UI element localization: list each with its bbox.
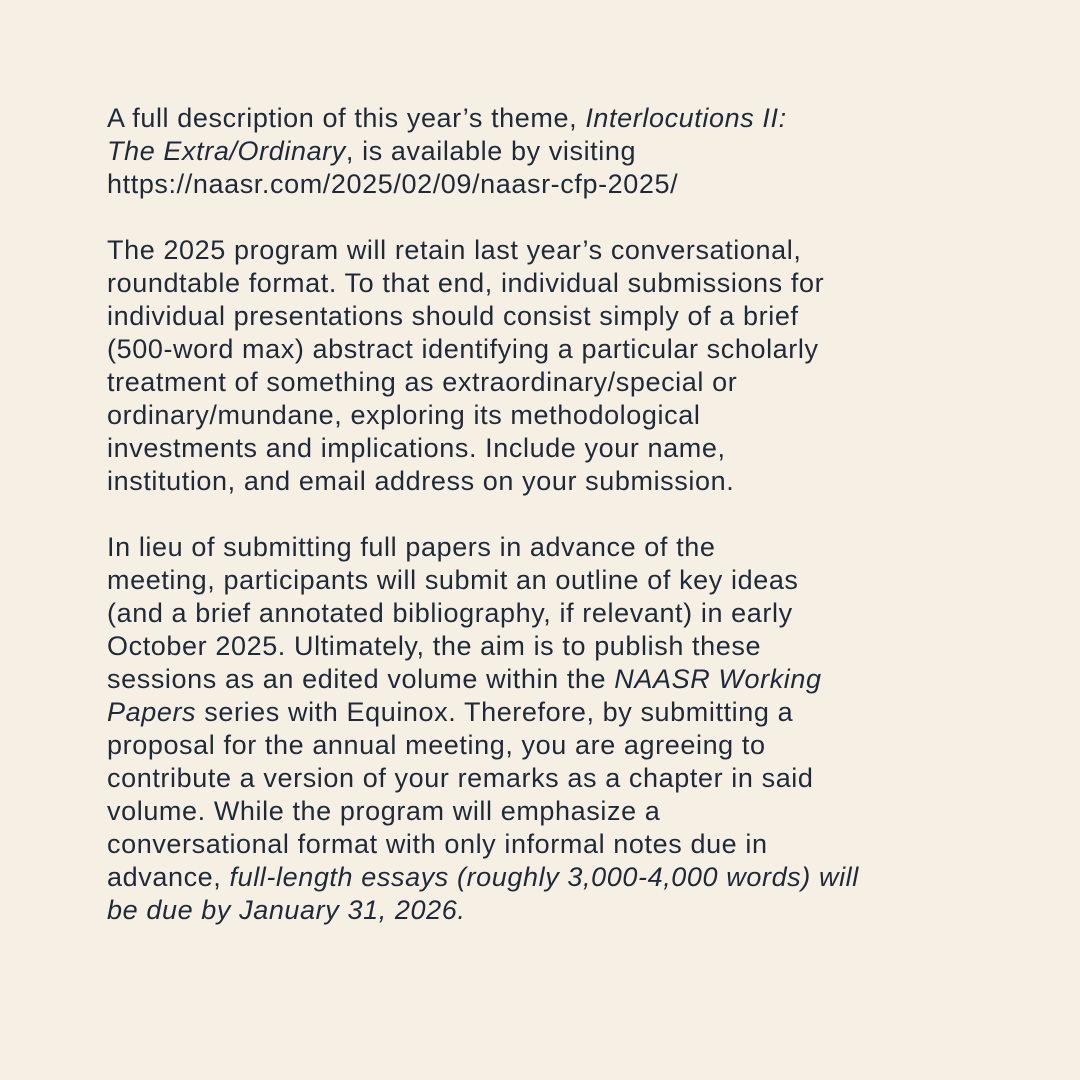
text-run-italic: The Extra/Ordinary [107,136,346,166]
text-line [107,102,1007,135]
text-run: roundtable format. To that end, individual submissions for [107,268,825,298]
text-line [107,366,1007,399]
text-run: volume. While the program will emphasize a [107,796,661,826]
paragraph [107,234,1007,498]
text-run: ordinary/mundane, exploring its methodological [107,400,701,430]
text-line [107,234,1007,267]
text-line [107,135,1007,168]
text-block [107,102,1007,927]
text-run: , is available by visiting [345,136,637,166]
text-run: October 2025. Ultimately, the aim is to publish these [107,631,762,661]
text-run: contribute a version of your remarks as a chapter in said [107,763,814,793]
text-line [107,795,1007,828]
text-line [107,894,1007,927]
text-run-italic: full-length essays (roughly 3,000-4,000 words) will [229,862,859,892]
text-run: investments and implications. Include your name, [107,433,726,463]
text-run: meeting, participants will submit an outline of key ideas [107,565,799,595]
text-run-italic: Papers [107,697,197,727]
text-run: proposal for the annual meeting, you are agreeing to [107,730,766,760]
text-line [107,300,1007,333]
text-line [107,729,1007,762]
paragraph [107,102,1007,201]
text-line [107,531,1007,564]
text-run: sessions as an edited volume within the [107,664,615,694]
text-line [107,564,1007,597]
text-run: A full description of this year’s theme, [107,103,586,133]
text-run: conversational format with only informal notes due in [107,829,768,859]
paragraph [107,531,1007,927]
text-run: (500-word max) abstract identifying a particular scholarly [107,334,819,364]
text-run-italic: be due by January 31, 2026. [107,895,466,925]
text-run: treatment of something as extraordinary/special or [107,367,738,397]
text-run: The 2025 program will retain last year’s conversational, [107,235,802,265]
text-line [107,861,1007,894]
text-line [107,762,1007,795]
text-run: (and a brief annotated bibliography, if relevant) in early [107,598,793,628]
url-text: https://naasr.com/2025/02/09/naasr-cfp-2025/ [107,169,679,199]
text-line [107,828,1007,861]
text-line [107,597,1007,630]
text-run: series with Equinox. Therefore, by submitting a [196,697,794,727]
text-run-italic: NAASR Working [614,664,822,694]
text-line [107,333,1007,366]
text-line [107,630,1007,663]
text-line [107,267,1007,300]
text-run-italic: Interlocutions II: [585,103,787,133]
text-run: advance, [107,862,230,892]
text-line [107,432,1007,465]
text-line [107,399,1007,432]
text-line [107,465,1007,498]
text-line [107,663,1007,696]
text-line [107,696,1007,729]
text-line [107,168,1007,201]
text-run: institution, and email address on your submission. [107,466,735,496]
text-run: In lieu of submitting full papers in advance of the [107,532,716,562]
text-run: individual presentations should consist simply of a brief [107,301,799,331]
